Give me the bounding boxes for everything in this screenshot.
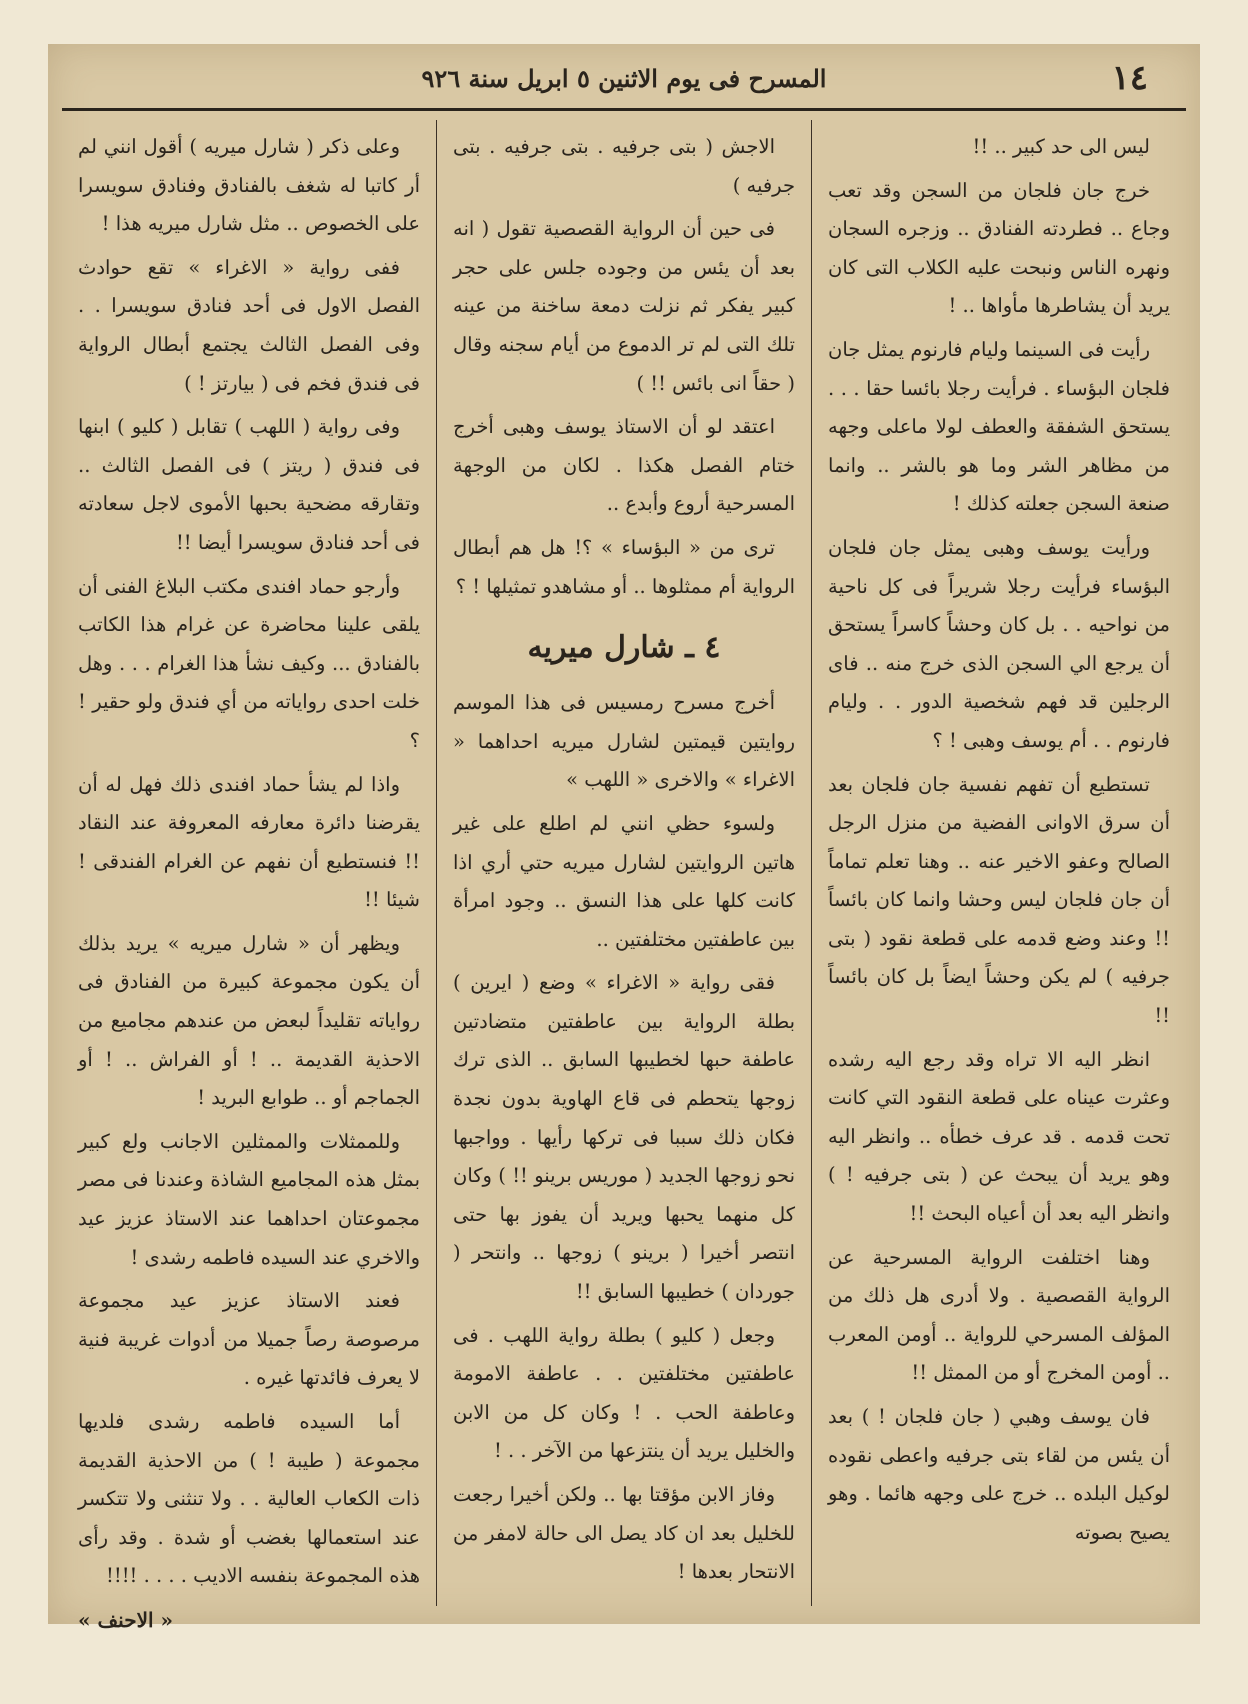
column-right (812, 120, 1186, 1606)
page-number: ١٤ (1111, 58, 1148, 98)
section-heading: ٤ ـ شارل ميريه (527, 630, 721, 666)
paragraph: ففى رواية « الاغراء » تقع حوادث الفصل الاول فى أحد فنادق سويسرا . . وفى الفصل الثالث يجتمع أبطال الرواية فى فندق فخم فى ( بيارتز ! ) (78, 255, 420, 395)
paragraph: ترى من « البؤساء » ؟! هل هم أبطال الرواية أم ممثلوها .. أو مشاهدو تمثيلها ! ؟ (453, 535, 795, 598)
paragraph: وجعل ( كليو ) بطلة رواية اللهب . فى عاطفتين مختلفتين . . عاطفة الامومة وعاطفة الحب . ! وكان كل من الابن والخليل يريد أن ينتزعها من الآخر . . ! (453, 1323, 795, 1463)
paragraph: وفى رواية ( اللهب ) تقابل ( كليو ) ابنها فى فندق ( ريتز ) فى الفصل الثالث .. وتقارقه مضحية بحبها الأموى لاجل سعادته فى أحد فنادق سويسرا أيضا !! (78, 415, 420, 554)
paragraph: وهنا اختلفت الرواية المسرحية عن الرواية القصصية . ولا أدرى هل ذلك من المؤلف المسرحي للرواية .. أومن المعرب .. أومن المخرج أو من الممثل !! (828, 1245, 1170, 1385)
paragraph: انظر اليه الا تراه وقد رجع اليه رشده وعثرت عيناه على قطعة النقود التي كانت تحت قدمه . قد عرف خطأه .. وانظر اليه وهو يريد أن يبحث عن ( بتى جرفيه ! ) وانظر اليه بعد أن أعياه البحث !! (828, 1047, 1170, 1226)
paragraph: أخرج مسرح رمسيس فى هذا الموسم روايتين قيمتين لشارل ميريه احداهما « الاغراء » والاخرى « اللهب » (453, 691, 795, 792)
paragraph: أما السيده فاطمه رشدى فلديها مجموعة ( طيبة ! ) من الاحذية القديمة ذات الكعاب العالية . . ولا تنثنى ولا تتكسر عند استعمالها بغضب أو شدة . وقد رأى هذه المجموعة بنفسه الاديب . . . . !!!! (78, 1410, 420, 1588)
column-middle (437, 120, 812, 1606)
paragraph: الاجش ( بتى جرفيه . بتى جرفيه . بتى جرفيه ) (453, 135, 795, 197)
author-signature: « الاحنف » (78, 1607, 173, 1632)
header-divider (62, 108, 1186, 111)
paragraph: رأيت فى السينما وليام فارنوم يمثل جان فلجان البؤساء . فرأيت رجلا بائسا حقا . . . يستحق الشفقة والعطف لولا ماعلى وجهه من مظاهر الشر وما هو بالشر .. وانما صنعة السجن جعلته كذلك ! (828, 337, 1170, 516)
paragraph: اعتقد لو أن الاستاذ يوسف وهبى أخرج ختام الفصل هكذا . لكان من الوجهة المسرحية أروع وأبدع .. (453, 415, 795, 516)
paragraph: ليس الى حد كبير .. !! (972, 135, 1150, 158)
paragraph: فى حين أن الرواية القصصية تقول ( انه بعد أن يئس من وجوده جلس على حجر كبير يفكر ثم نزلت دمعة ساخنة من عينه تلك التى لم تر الدموع من أيام سجنه وقال ( حقاً انى بائس !! ) (453, 217, 795, 395)
header-title: المسرح فى يوم الاثنين ٥ ابريل سنة ٩٢٦ (421, 64, 827, 93)
paragraph: واذا لم يشأ حماد افندى ذلك فهل له أن يقرضنا دائرة معارفه المعروفة عند النقاد !! فنستطيع أن نفهم عن الغرام الفندقى ! شيئا !! (78, 772, 420, 912)
page-header (62, 58, 1186, 114)
paragraph: فان يوسف وهبي ( جان فلجان ! ) بعد أن يئس من لقاء بتى جرفيه واعطى نقوده لوكيل البلده .. خرج على وجهه هائما . وهو يصيح بصوته (828, 1405, 1170, 1544)
paragraph: تستطيع أن تفهم نفسية جان فلجان بعد أن سرق الاوانى الفضية من منزل الرجل الصالح وعفو الاخير عنه .. وهنا تعلم تماماً أن جان فلجان ليس وحشا وانما كان بائساً !! وعند وضع قدمه على قطعة نقود ( بتى جرفيه ) لم يكن وحشاً ايضاً بل كان بائساً !! (828, 772, 1170, 1028)
paragraph: وعلى ذكر ( شارل ميريه ) أقول انني لم أر كاتبا له شغف بالفنادق وفنادق سويسرا على الخصوص .. مثل شارل ميريه هذا ! (78, 135, 420, 236)
paragraph: فقى رواية « الاغراء » وضع ( ايرين ) بطلة الرواية بين عاطفتين متضادتين عاطفة حبها لخطيبها السابق .. الذى ترك زوجها يتحطم فى قاع الهاوية بدون نجدة فكان ذلك سببا فى تركها رأيها . وواجبها نحو زوجها الجديد ( موريس برينو !! ) وكان كل منهما يحبها ويريد أن يفوز بها حتى انتصر أخيرا ( برينو ) زوجها .. وانتحر ( جوردان ) خطيبها السابق !! (453, 971, 795, 1304)
paragraph: وللممثلات والممثلين الاجانب ولع كبير بمثل هذه المجاميع الشاذة وعندنا فى مصر مجموعتان احداهما عند الاستاذ عزيز عيد والاخري عند السيده فاطمه رشدى ! (78, 1129, 420, 1269)
paragraph: ورأيت يوسف وهبى يمثل جان فلجان البؤساء فرأيت رجلا شريراً فى كل ناحية من نواحيه . . بل كان وحشاً كاسراً يستحق أن يرجع الي السجن الذى خرج منه .. فاى الرجلين قد فهم شخصية الدور . . وليام فارنوم . . أم يوسف وهبى ! ؟ (828, 535, 1170, 752)
paragraph: خرج جان فلجان من السجن وقد تعب وجاع .. فطردته الفنادق .. وزجره السجان ونهره الناس ونبحت عليه الكلاب التى كان يريد أن يشاطرها مأواها .. ! (828, 178, 1170, 318)
paragraph: ويظهر أن « شارل ميريه » يريد بذلك أن يكون مجموعة كبيرة من الفنادق فى رواياته تقليداً لبعض من عندهم مجاميع من الاحذية القديمة .. ! أو الفراش .. ! أو الجماجم أو .. طوابع البريد ! (78, 931, 420, 1110)
paragraph: وفاز الابن مؤقتا بها .. ولكن أخيرا رجعت للخليل بعد ان كاد يصل الى حالة لامفر من الانتحار بعدها ! (453, 1483, 795, 1584)
column-left (62, 120, 437, 1632)
article-columns (62, 120, 1186, 1632)
paragraph: ولسوء حظي انني لم اطلع على غير هاتين الروايتين لشارل ميريه حتي أري اذا كانت كلها على هذا النسق .. وجود امرأة بين عاطفتين مختلفتين .. (453, 811, 795, 951)
newspaper-page (48, 44, 1200, 1632)
paragraph: فعند الاستاذ عزيز عيد مجموعة مرصوصة رصاً جميلا من أدوات غريبة فنية لا يعرف فائدتها غيره . (78, 1289, 420, 1390)
paragraph: وأرجو حماد افندى مكتب البلاغ الفنى أن يلقى علينا محاضرة عن غرام هذا الكاتب بالفنادق ... وكيف نشأ هذا الغرام . . . وهل خلت احدى رواياته من أي فندق ولو حقير ! ؟ (78, 574, 420, 752)
